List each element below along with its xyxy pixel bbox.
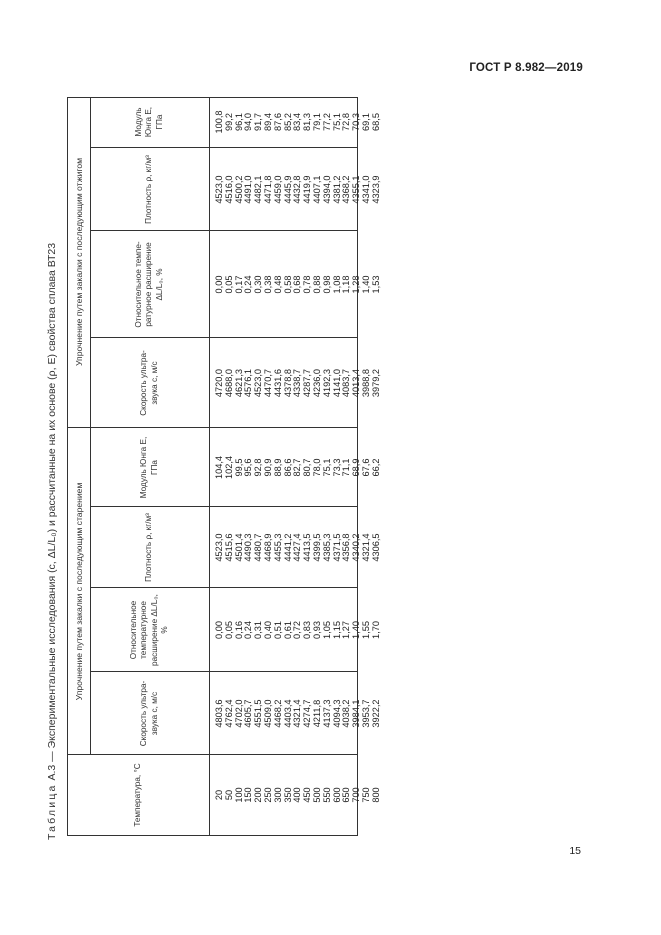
table-cell: 4385,3 [321,533,332,562]
table-cell: 4468,9 [262,533,273,562]
table-cell: 73,3 [331,458,342,477]
table-cell: 1,70 [370,621,381,639]
table-cell: 4445,9 [282,175,293,204]
table-cell: 1,08 [331,275,342,294]
table-cell: 69,1 [360,113,371,131]
table-cell: 4083,7 [341,368,352,398]
table-cell: 0,38 [262,275,273,294]
table-cell: 86,6 [282,458,293,477]
table-cell: 1,15 [331,621,342,639]
table-cell: 4403,4 [282,699,293,728]
table-cell: 700 [351,787,362,803]
rotated-table-block [40,88,381,840]
table-cell: 4551,5 [253,699,264,728]
table-cell: 3984,1 [351,699,362,728]
table-cell: 0,00 [214,275,224,294]
table-cell: 4399,5 [311,533,322,562]
header-modulus-annealing: Модуль Юнга E, ГПа [133,106,164,138]
table-cell: 3953,7 [360,699,371,728]
table-cell: 1,40 [360,275,371,294]
table-cell: 4356,8 [341,533,352,562]
table-cell: 0,68 [292,275,303,294]
table-cell: 4605,7 [243,699,254,728]
table-cell: 4471,8 [262,175,273,204]
table-cell: 1,18 [341,275,352,294]
table-cell: 0,30 [253,275,264,294]
table-cell: 1,27 [341,621,352,639]
table-cell: 1,53 [370,275,381,294]
table-cell: 0,83 [302,621,313,639]
table-cell: 4427,4 [292,533,303,562]
table-cell: 500 [311,787,322,803]
table-cell: 4338,7 [292,368,303,398]
table-cell: 0,93 [311,621,322,639]
column-density-annealing [215,148,382,231]
table-cell: 200 [253,787,264,803]
table-cell: 83,4 [292,113,303,131]
table-cell: 4236,0 [311,368,322,398]
table-cell: 550 [321,787,332,803]
column-density-aging [215,507,382,588]
table-cell: 3988,8 [360,368,371,398]
table-cell: 71,1 [341,458,352,477]
table-cell: 4094,3 [331,699,342,728]
table-cell: 4355,1 [351,175,362,204]
data-table [67,97,381,836]
header-expansion-aging: Относительное температурное расширение ΔL/L₀, % [128,594,169,666]
table-cell: 79,1 [311,113,322,131]
table-cell: 4688,0 [223,368,234,398]
table-cell: 0,00 [214,621,224,639]
header-modulus-aging: Модуль Юнга E, ГПа [139,436,159,499]
table-cell: 4455,3 [272,533,283,562]
table-cell: 4211,8 [311,699,322,728]
table-cell: 4441,2 [282,533,293,562]
table-cell: 650 [341,787,352,803]
header-velocity-aging: Скорость ультра-звука c, м/с [139,680,159,747]
table-cell: 4576,1 [243,368,254,398]
header-temperature: Температура, °С [133,763,143,827]
table-cell: 99,2 [223,113,234,131]
grid-line [209,98,210,835]
table-cell: 0,48 [272,275,283,294]
table-caption [40,243,64,840]
table-cell: 1,28 [351,275,362,294]
table-cell: 450 [302,787,313,803]
table-cell: 4274,7 [302,699,313,728]
table-cell: 4323,9 [370,175,381,204]
table-cell: 4340,2 [351,533,362,562]
table-cell: 4378,8 [282,368,293,398]
table-cell: 4720,0 [214,368,224,398]
table-cell: 75,1 [331,113,342,131]
table-cell: 4516,0 [223,175,234,204]
table-cell: 600 [331,787,342,803]
table-cell: 75,1 [321,458,332,477]
group-header-aging: Упрочнение путем закалки с последующим старением [74,482,84,701]
table-cell: 81,3 [302,113,313,131]
table-cell: 89,4 [262,113,273,131]
table-cell: 0,16 [233,621,244,639]
table-cell: 99,5 [233,458,244,477]
table-cell: 94,0 [243,113,254,131]
table-cell: 92,8 [253,458,264,477]
table-cell: 100,8 [214,110,224,134]
header-velocity-annealing: Скорость ультра-звука c, м/с [139,350,159,416]
table-cell: 4137,3 [321,699,332,728]
table-cell: 4407,1 [311,175,322,204]
table-cell: 300 [272,787,283,803]
table-cell: 85,2 [282,113,293,131]
caption-word: Таблица [46,783,58,840]
table-cell: 4459,0 [272,175,283,204]
table-cell: 3979,2 [370,368,381,398]
table-cell: 0,17 [233,275,244,294]
group-header-annealing: Упрочнение путем закалки с последующим отжигом [74,157,84,367]
table-cell: 100 [233,787,244,803]
table-cell: 20 [214,789,224,801]
table-cell: 4702,0 [233,699,244,728]
table-cell: 0,78 [302,275,313,294]
table-cell: 4321,4 [292,699,303,728]
table-cell: 50 [223,789,234,801]
table-cell: 4321,4 [360,533,371,562]
table-cell: 4368,2 [341,175,352,204]
table-cell: 82,7 [292,458,303,477]
table-cell: 4341,0 [360,175,371,204]
table-cell: 4371,5 [331,533,342,562]
table-cell: 4141,0 [331,368,342,398]
table-cell: 77,2 [321,113,332,131]
table-cell: 0,72 [292,621,303,639]
column-expansion-annealing [215,231,382,338]
table-cell: 0,40 [262,621,273,639]
caption-number: А.3 [46,764,58,781]
table-cell: 4013,4 [351,368,362,398]
table-cell: 4490,3 [243,533,254,562]
table-cell: 400 [292,787,303,803]
table-cell: 1,05 [321,621,332,639]
table-cell: 4431,6 [272,368,283,398]
table-cell: 4500,2 [233,175,244,204]
column-velocity-annealing [215,338,382,428]
table-cell: 4482,1 [253,175,264,204]
table-cell: 750 [360,787,371,803]
table-cell: 70,3 [351,113,362,131]
table-cell: 4501,4 [233,533,244,562]
table-cell: 80,7 [302,458,313,477]
table-cell: 4432,8 [292,175,303,204]
table-cell: 800 [370,787,381,803]
table-cell: 4762,4 [223,699,234,728]
table-cell: 4468,2 [272,699,283,728]
table-cell: 68,9 [351,458,362,477]
table-cell: 90,9 [262,458,273,477]
table-cell: 102,4 [223,456,234,479]
table-cell: 4491,0 [243,175,254,204]
column-velocity-aging [215,672,382,755]
table-cell: 0,31 [253,621,264,639]
header-density-aging: Плотность ρ, кг/м³ [144,513,154,582]
table-cell: 88,9 [272,458,283,477]
table-cell: 96,1 [233,113,244,131]
table-cell: 72,8 [341,113,352,131]
table-cell: 4509,0 [262,699,273,728]
table-cell: 67,6 [360,458,371,477]
table-cell: 4470,7 [262,368,273,398]
table-cell: 78,0 [311,458,322,477]
table-cell: 0,05 [223,275,234,294]
table-cell: 4523,0 [214,533,224,562]
page-number: 15 [569,845,581,857]
table-cell: 91,7 [253,113,264,131]
table-cell: 0,58 [282,275,293,294]
table-cell: 68,5 [370,113,381,131]
column-temperature [215,755,382,835]
table-cell: 0,61 [282,621,293,639]
table-cell: 0,05 [223,621,234,639]
table-cell: 4480,7 [253,533,264,562]
table-cell: 104,4 [214,456,224,479]
table-cell: 4306,5 [370,533,381,562]
table-cell: 4192,3 [321,368,332,398]
table-cell: 4394,0 [321,175,332,204]
table-cell: 87,6 [272,113,283,131]
caption-text: — Экспериментальные исследования (c, ΔL/L₀) и рассчитанные на их основе (ρ, E) свойства сплава ВТ23 [46,242,58,762]
table-cell: 0,98 [321,275,332,294]
table-cell: 0,51 [272,621,283,639]
table-cell: 4515,6 [223,533,234,562]
column-modulus-aging [215,428,382,507]
table-cell: 4381,2 [331,175,342,204]
table-cell: 66,2 [370,458,381,477]
column-modulus-annealing [215,96,382,148]
table-cell: 1,55 [360,621,371,639]
header-expansion-annealing: Относительное темпе-ратурное расширение ΔL/L₀, % [133,241,164,328]
table-cell: 4287,7 [302,368,313,398]
table-cell: 350 [282,787,293,803]
table-cell: 4803,6 [214,699,224,728]
table-cell: 0,88 [311,275,322,294]
table-cell: 250 [262,787,273,803]
table-cell: 0,24 [243,621,254,639]
table-cell: 4038,2 [341,699,352,728]
document-code: ГОСТ Р 8.982—2019 [469,62,583,74]
table-cell: 4523,0 [253,368,264,398]
table-cell: 4419,9 [302,175,313,204]
table-cell: 95,6 [243,458,254,477]
table-cell: 150 [243,787,254,803]
table-cell: 4523,0 [214,175,224,204]
table-cell: 3922,2 [370,699,381,728]
table-cell: 4413,5 [302,533,313,562]
table-cell: 1,40 [351,621,362,639]
table-cell: 4621,3 [233,368,244,398]
column-expansion-aging [215,588,382,672]
header-density-annealing: Плотность ρ, кг/м³ [144,155,154,224]
table-cell: 0,24 [243,275,254,294]
